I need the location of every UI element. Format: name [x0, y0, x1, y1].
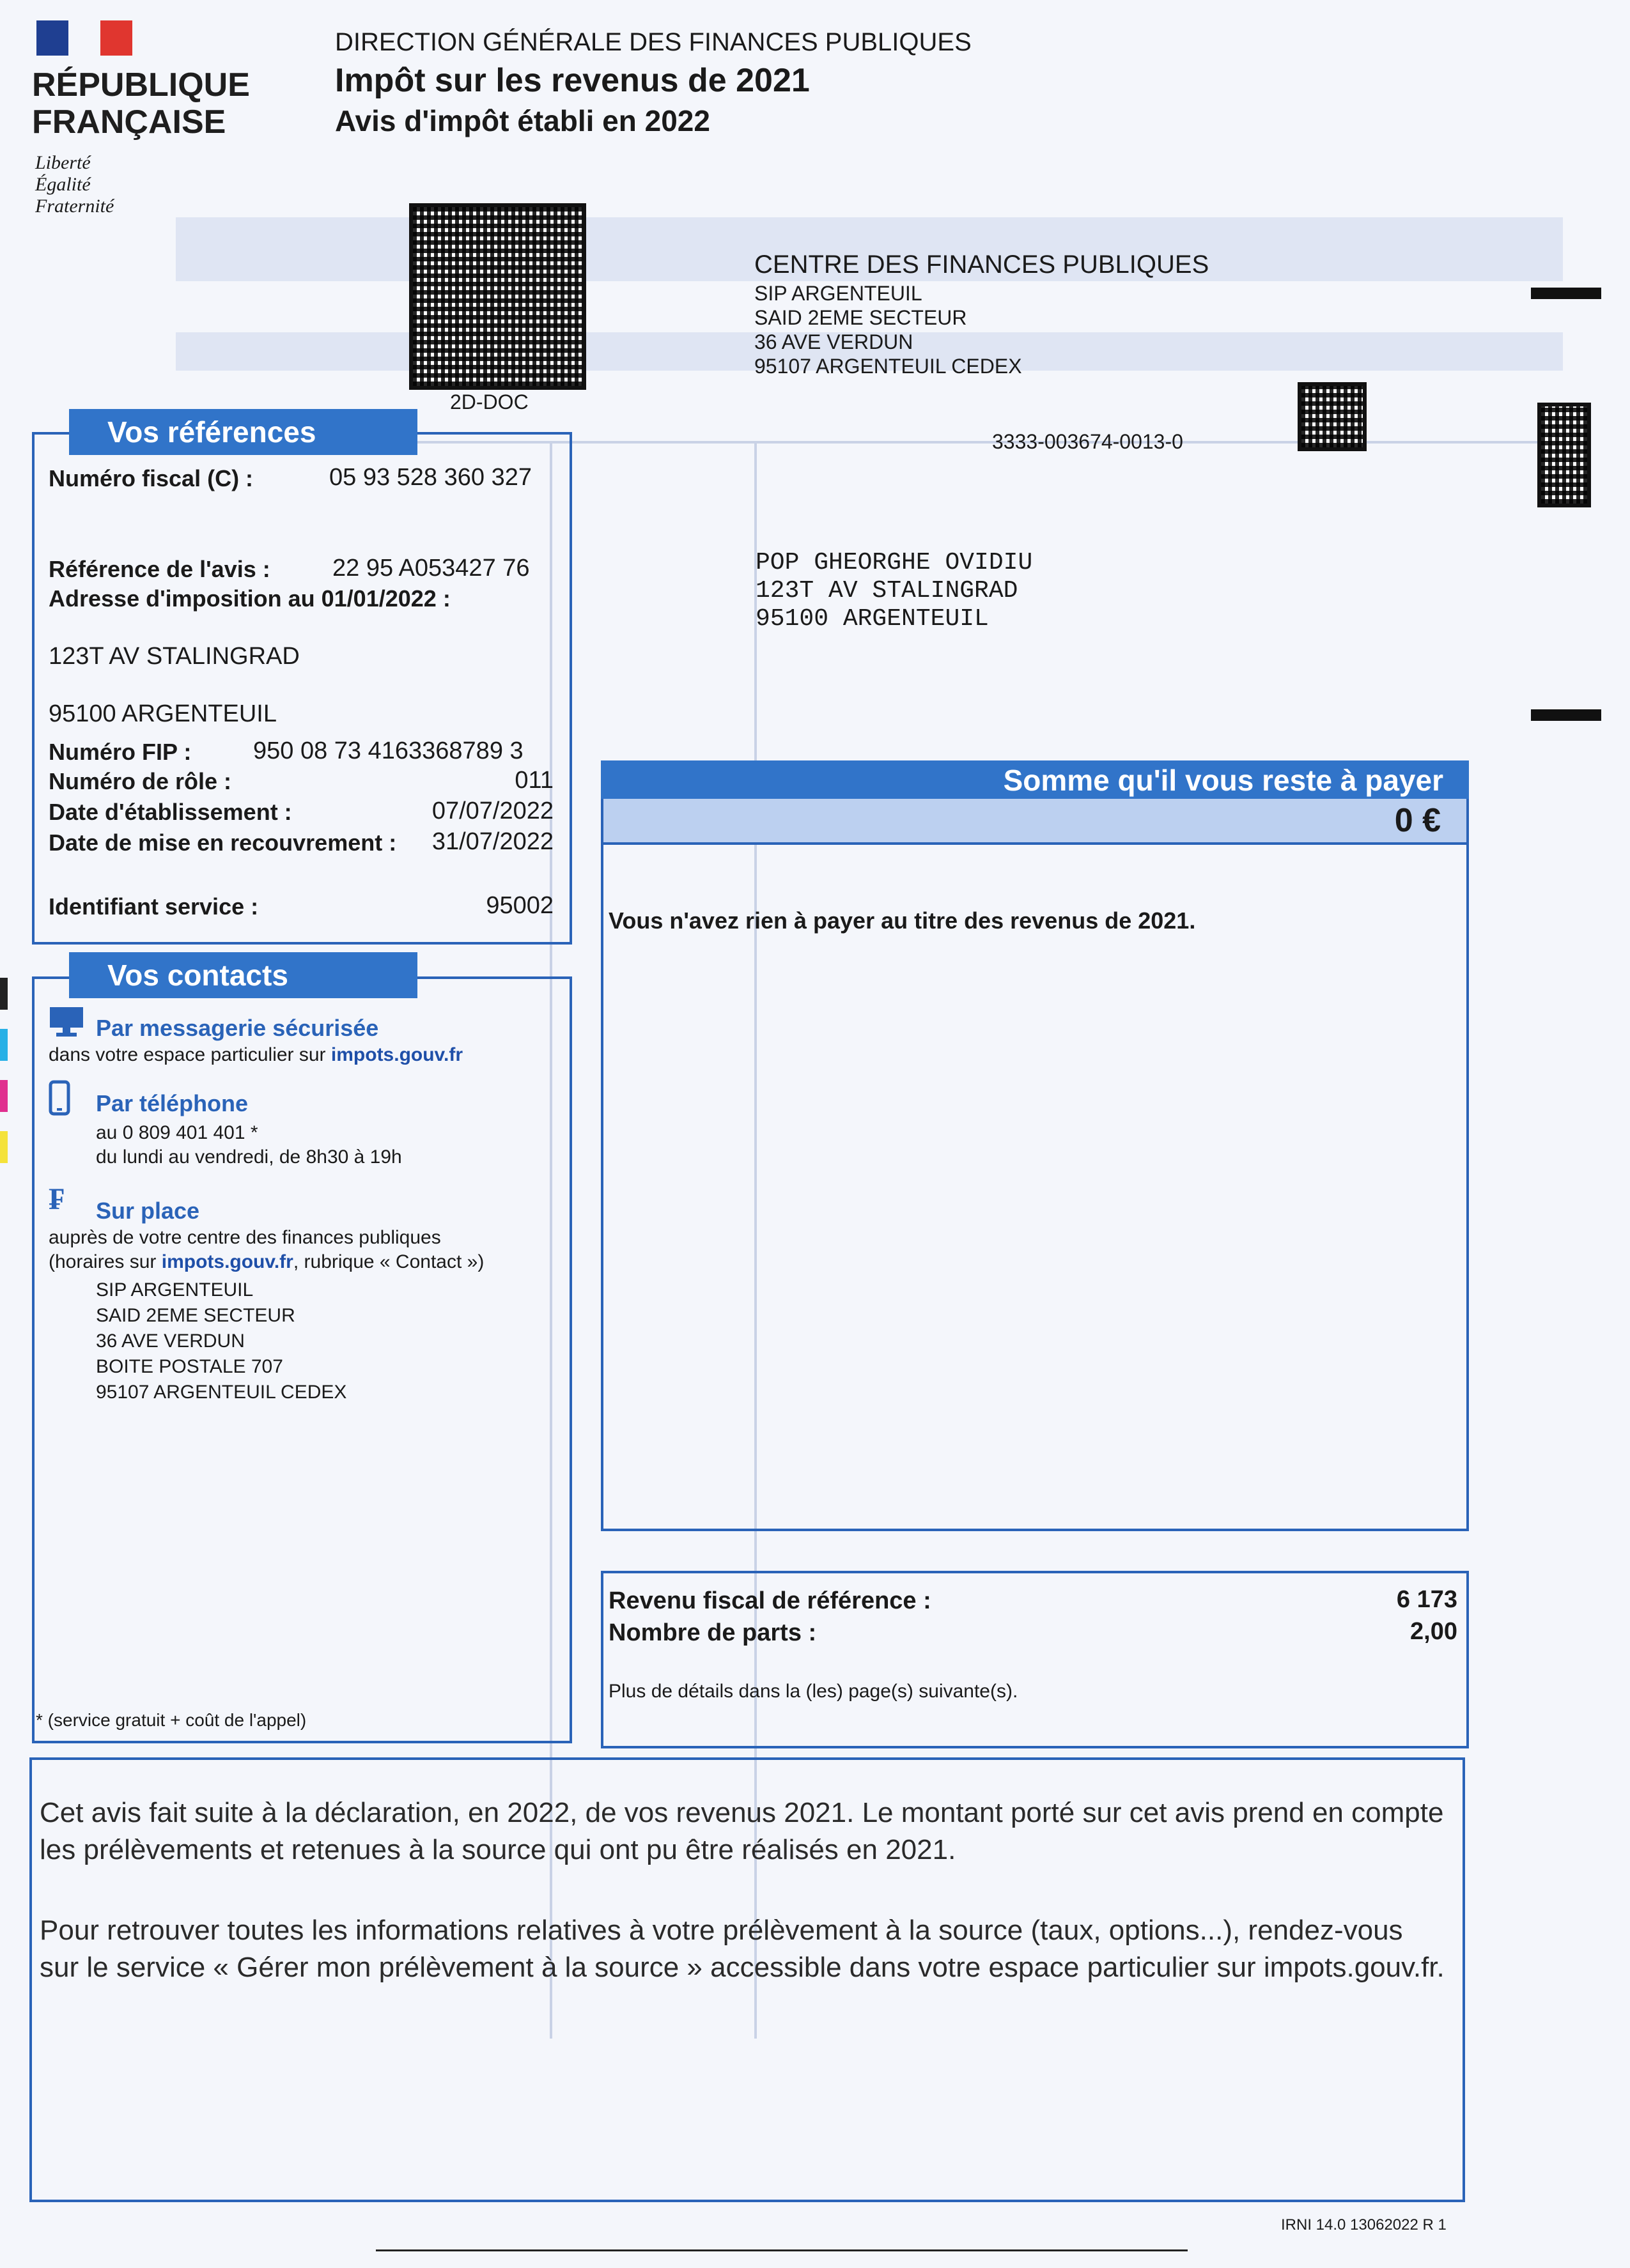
surplace-text1: auprès de votre centre des finances publiques [49, 1227, 441, 1248]
date-recouvrement-label: Date de mise en recouvrement : [49, 829, 397, 856]
identifiant-service-label: Identifiant service : [49, 893, 259, 920]
color-mark-magenta [0, 1080, 8, 1112]
centre-title: CENTRE DES FINANCES PUBLIQUES [754, 251, 1209, 279]
datamatrix-code [1298, 382, 1367, 451]
telephone-title: Par téléphone [96, 1090, 249, 1116]
identifiant-service-value: 95002 [486, 892, 554, 919]
reference-avis-value: 22 95 A053427 76 [332, 555, 530, 582]
flag-icon [36, 20, 132, 56]
margin-mark [1531, 288, 1601, 299]
motto-egalite: Égalité [35, 174, 91, 195]
messagerie-text-label: dans votre espace particulier sur [49, 1044, 326, 1065]
summary-details: Plus de détails dans la (les) page(s) suivante(s). [609, 1681, 1018, 1702]
recipient-street: 123T AV STALINGRAD [756, 577, 1018, 605]
surplace-address-line: SAID 2EME SECTEUR [96, 1305, 295, 1326]
centre-line: 36 AVE VERDUN [754, 330, 913, 353]
surplace-address-line: 95107 ARGENTEUIL CEDEX [96, 1382, 347, 1403]
surplace-text2-a: (horaires sur [49, 1251, 157, 1272]
payment-amount-row [603, 799, 1466, 845]
contacts-footnote: * (service gratuit + coût de l'appel) [36, 1710, 307, 1730]
motto-liberte: Liberté [35, 152, 91, 173]
date-etablissement-value: 07/07/2022 [431, 798, 554, 824]
surplace-text2-b: , rubrique « Contact ») [293, 1251, 485, 1272]
role-label: Numéro de rôle : [49, 768, 232, 794]
role-value: 011 [515, 767, 554, 794]
centre-line: SAID 2EME SECTEUR [754, 306, 967, 329]
centre-line: SIP ARGENTEUIL [754, 282, 922, 305]
date-etablissement-label: Date d'établissement : [49, 799, 292, 825]
document-subtitle: Avis d'impôt établi en 2022 [335, 104, 710, 137]
adresse-line1: 123T AV STALINGRAD [49, 643, 300, 670]
direction-label: DIRECTION GÉNÉRALE DES FINANCES PUBLIQUES [335, 28, 972, 56]
motto-fraternite: Fraternité [35, 196, 114, 217]
numero-fiscal-label: Numéro fiscal (C) : [49, 465, 254, 491]
payment-header [601, 760, 1469, 799]
republic-name-line2: FRANÇAISE [32, 104, 226, 141]
franc-icon: ₣ [49, 1181, 64, 1217]
payment-header-label: Somme qu'il vous reste à payer [1003, 764, 1443, 797]
telephone-hours: du lundi au vendredi, de 8h30 à 19h [96, 1146, 402, 1168]
bottom-rule [376, 2249, 1188, 2251]
references-panel [32, 432, 572, 945]
computer-icon [49, 1006, 84, 1039]
parts-label: Nombre de parts : [609, 1619, 817, 1646]
republic-name-line1: RÉPUBLIQUE [32, 66, 250, 104]
info-paragraph-2: Pour retrouver toutes les informations relatives à votre prélèvement à la source (taux, options...), rendez-vous sur le service « Gérer mon prélèvement à la source » accessible dans votre espace particulier sur impots.gouv.fr. [40, 1915, 1445, 1983]
2d-doc-code [409, 203, 586, 390]
surplace-address-line: 36 AVE VERDUN [96, 1331, 245, 1352]
2d-doc-label: 2D-DOC [450, 390, 529, 413]
surplace-text2 [49, 1250, 484, 1274]
adresse-imposition-label: Adresse d'imposition au 01/01/2022 : [49, 585, 451, 612]
surplace-address-line: BOITE POSTALE 707 [96, 1356, 283, 1377]
fip-label: Numéro FIP : [49, 739, 192, 765]
phone-icon [49, 1080, 70, 1116]
reference-code: 3333-003674-0013-0 [992, 430, 1183, 453]
document-title: Impôt sur les revenus de 2021 [335, 62, 810, 99]
fip-value: 950 08 73 4163368789 3 [253, 737, 524, 764]
payment-panel [601, 760, 1469, 1531]
impots-link[interactable]: impots.gouv.fr [330, 1044, 463, 1065]
centre-line: 95107 ARGENTEUIL CEDEX [754, 355, 1022, 378]
messagerie-text [49, 1043, 463, 1067]
form-reference: IRNI 14.0 13062022 R 1 [1281, 2216, 1447, 2233]
telephone-number: au 0 809 401 401 * [96, 1122, 258, 1143]
surplace-address-line: SIP ARGENTEUIL [96, 1279, 254, 1300]
payment-amount: 0 € [1394, 802, 1441, 839]
color-mark-cyan [0, 1029, 8, 1061]
parts-value: 2,00 [1410, 1618, 1457, 1645]
adresse-line2: 95100 ARGENTEUIL [49, 700, 277, 727]
recipient-name: POP GHEORGHE OVIDIU [756, 549, 1033, 576]
info-paragraph-1: Cet avis fait suite à la déclaration, en 2022, de vos revenus 2021. Le montant porté sur cet avis prend en compte les prélèvements et retenues à la source qui ont pu être réalisés en 2021. [40, 1797, 1444, 1865]
margin-mark [1531, 709, 1601, 721]
contacts-tab: Vos contacts [69, 952, 417, 998]
color-mark-yellow [0, 1131, 8, 1163]
rfr-value: 6 173 [1396, 1586, 1457, 1613]
color-mark-black [0, 978, 8, 1010]
impots-link[interactable]: impots.gouv.fr [161, 1251, 293, 1272]
date-recouvrement-value: 31/07/2022 [431, 828, 554, 855]
surplace-title: Sur place [96, 1198, 200, 1224]
reference-avis-label: Référence de l'avis : [49, 556, 270, 582]
side-barcode [1537, 403, 1591, 507]
references-tab: Vos références [69, 409, 417, 455]
messagerie-title: Par messagerie sécurisée [96, 1015, 379, 1041]
numero-fiscal-value: 05 93 528 360 327 [329, 464, 532, 491]
recipient-city: 95100 ARGENTEUIL [756, 605, 989, 633]
payment-message: Vous n'avez rien à payer au titre des revenus de 2021. [609, 907, 1196, 934]
rfr-label: Revenu fiscal de référence : [609, 1587, 931, 1614]
